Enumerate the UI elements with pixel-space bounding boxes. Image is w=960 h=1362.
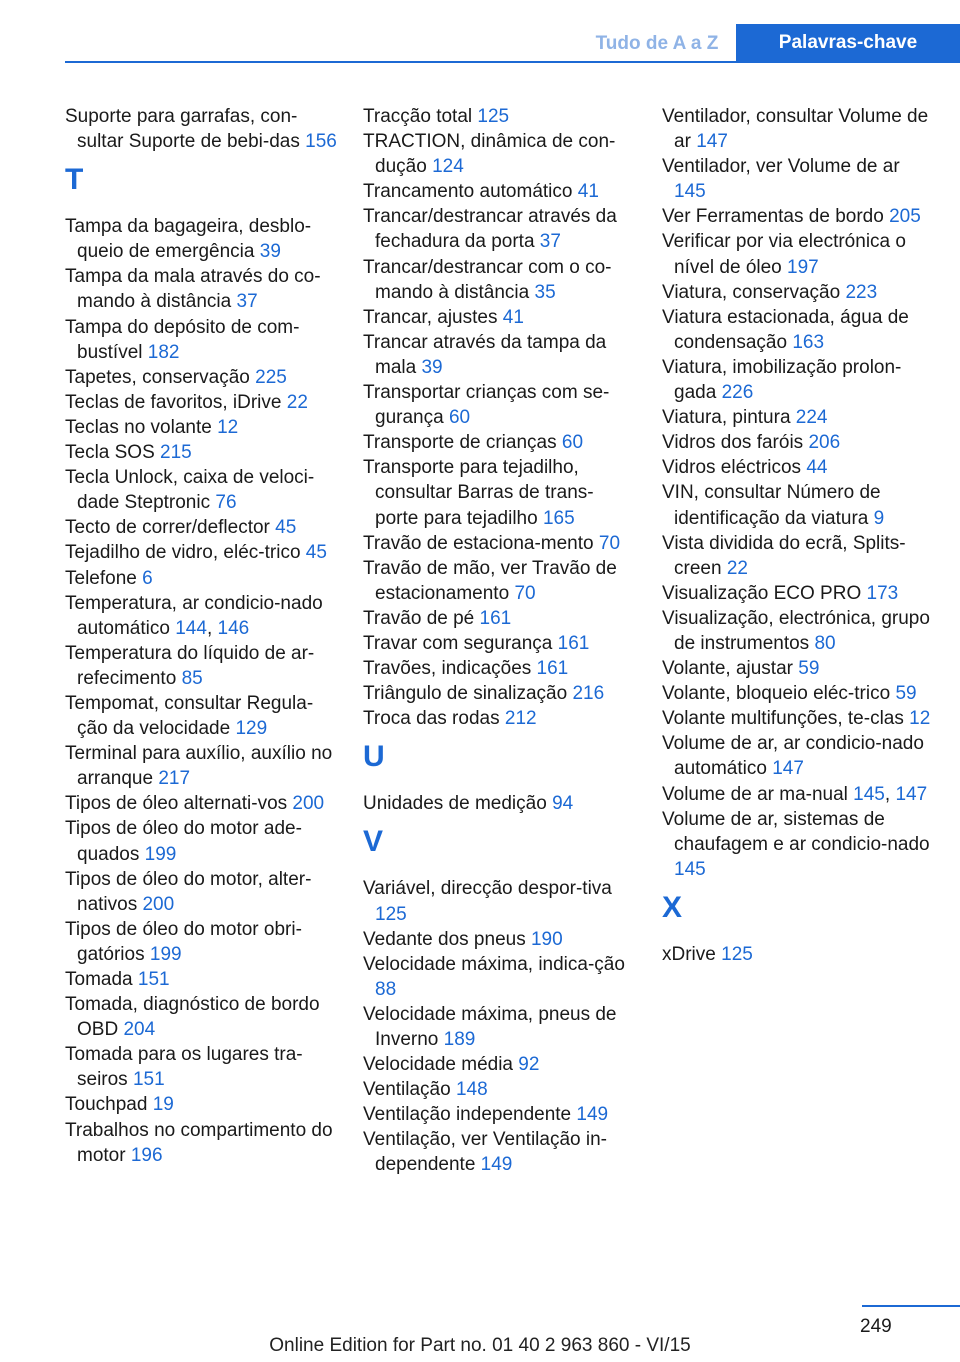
entry-term: Terminal para auxílio, auxílio no arranque [65, 743, 333, 790]
index-entry [363, 104, 635, 129]
entry-term: Volume de ar, ar condicio-nado automático [662, 733, 924, 780]
page-link[interactable]: 44 [806, 457, 828, 479]
entry-term: Unidades de medição [363, 793, 547, 815]
index-entry [65, 540, 337, 565]
page-link[interactable]: 205 [889, 206, 921, 228]
page-link[interactable]: 145 [674, 858, 706, 880]
page-link[interactable]: 190 [530, 928, 563, 950]
entry-term: VIN, consultar Número de identificação da viatura [662, 482, 881, 529]
index-entry [662, 681, 934, 706]
entry-term: Tomada [65, 969, 133, 990]
page-link[interactable]: 161 [557, 632, 590, 654]
entry-term: Trancar, ajustes [363, 306, 498, 328]
index-entry [363, 129, 635, 179]
entry-term: Tampa da bagageira, desblo-queio de emergência [65, 216, 312, 263]
page-link[interactable]: 199 [144, 843, 177, 865]
page-link[interactable]: 216 [572, 683, 605, 705]
entry-term: Ver Ferramentas de bordo [662, 206, 884, 228]
entry-term: Transporte de crianças [363, 432, 557, 454]
page-link[interactable]: 76 [215, 492, 237, 514]
entry-term: Tejadilho de vidro, eléc-trico [65, 542, 301, 564]
footer-divider [862, 1305, 960, 1307]
index-entry [363, 1002, 635, 1052]
entry-term: Visualização, electrónica, grupo de instrumentos [662, 607, 930, 654]
page-link[interactable]: 12 [909, 708, 931, 730]
page-link[interactable]: 125 [477, 106, 510, 127]
page-link[interactable]: 88 [375, 978, 397, 1000]
index-entry [65, 264, 337, 314]
page-link[interactable]: 200 [142, 893, 175, 915]
page-number: 249 [860, 1316, 892, 1337]
index-entry [65, 992, 337, 1042]
index-entry [363, 255, 635, 305]
page-link[interactable]: 145 [853, 783, 885, 805]
entry-term: Ventilador, ver Volume de ar [662, 156, 900, 178]
entry-term: Tampa do depósito de com-bustível [65, 316, 300, 363]
index-entry [662, 430, 934, 455]
page-link[interactable]: 147 [895, 783, 928, 805]
index-entry [662, 154, 934, 204]
section-letter: U [363, 740, 385, 774]
entry-term: Ventilação [363, 1079, 451, 1101]
entry-term: Volume de ar ma-nual [662, 783, 848, 805]
index-entry [662, 807, 934, 882]
entry-term: Travar com segurança [363, 632, 553, 654]
index-entry [65, 104, 337, 154]
entry-term: Vidros eléctricos [662, 457, 802, 479]
index-entry [363, 927, 635, 952]
index-entry [65, 440, 337, 465]
page-link[interactable]: 70 [514, 582, 536, 604]
entry-term: Travão de mão, ver Travão de estacionamento [363, 557, 617, 604]
index-entry [65, 515, 337, 540]
index-entry [65, 315, 337, 365]
index-entry [65, 691, 337, 741]
index-entry [662, 706, 934, 731]
entry-term: Ventilação independente [363, 1104, 572, 1126]
page-link[interactable]: 45 [275, 517, 297, 539]
index-entry [363, 1077, 635, 1102]
index-entry [363, 656, 635, 681]
entry-term: Tipos de óleo do motor obri-gatórios [65, 918, 302, 965]
page-link[interactable]: 39 [421, 356, 443, 378]
page-link[interactable]: 19 [152, 1094, 174, 1116]
entry-term: Travões, indicações [363, 658, 532, 680]
index-entry [363, 430, 635, 455]
page-link[interactable]: 60 [561, 432, 584, 454]
entry-term: Volante multifunções, te-clas [662, 708, 904, 730]
header-divider [65, 61, 960, 63]
index-entry [65, 465, 337, 515]
page-link[interactable]: 212 [504, 708, 537, 730]
index-entry [662, 355, 934, 405]
page-link[interactable]: 182 [147, 341, 180, 363]
page-link[interactable]: 22 [286, 391, 308, 413]
footer-text: Online Edition for Part no. 01 40 2 963 860 - VI/15 [269, 1335, 691, 1356]
page-link[interactable]: 80 [814, 632, 836, 654]
entry-term: Variável, direcção despor-tiva [363, 878, 612, 900]
index-entry [662, 405, 934, 430]
page-link[interactable]: 204 [123, 1019, 156, 1041]
page-link[interactable]: 41 [502, 306, 524, 328]
page-link[interactable]: 124 [432, 156, 464, 178]
page-link[interactable]: 217 [158, 768, 191, 790]
index-entry [363, 1102, 635, 1127]
entry-term: Velocidade máxima, indica-ção [363, 953, 625, 975]
entry-term: Vidros dos faróis [662, 432, 804, 454]
entry-term: Verificar por via electrónica o nível de óleo [662, 231, 906, 278]
index-entry [363, 380, 635, 430]
page-link[interactable]: 94 [552, 793, 574, 815]
index-entry [363, 952, 635, 1002]
index-entry [65, 816, 337, 866]
index-entry [65, 1092, 337, 1117]
page-link[interactable]: 39 [259, 241, 281, 263]
page-link[interactable]: 224 [795, 407, 828, 429]
index-entry [65, 791, 337, 816]
entry-term: Tracção total [363, 106, 473, 127]
entry-term: Transporte para tejadilho, consultar Barras de trans-porte para tejadilho [363, 457, 594, 529]
entry-term: Temperatura do líquido de ar-refecimento [65, 642, 315, 689]
page-link[interactable]: 225 [255, 366, 287, 388]
index-entry [363, 791, 635, 816]
page-link[interactable]: 200 [292, 793, 325, 815]
entry-term: Volante, bloqueio eléc-trico [662, 683, 891, 705]
page-link[interactable]: 6 [142, 567, 153, 589]
section-letter: T [65, 163, 84, 197]
page-link[interactable]: 151 [137, 969, 170, 990]
page-link[interactable]: 161 [479, 607, 512, 629]
page-link[interactable]: 149 [480, 1154, 513, 1176]
index-entry [662, 581, 934, 606]
entry-term: Travão de estaciona-mento [363, 532, 594, 554]
page-link[interactable]: 59 [895, 683, 917, 705]
entry-term: Viatura estacionada, água de condensação [662, 306, 909, 353]
index-entry [65, 566, 337, 591]
header-section-tab[interactable]: Tudo de A a Z [595, 33, 719, 54]
index-entry [662, 531, 934, 581]
page-link[interactable]: 173 [866, 582, 899, 604]
entry-term: Volante, ajustar [662, 658, 793, 680]
index-entry [363, 305, 635, 330]
index-column-2 [363, 104, 635, 1178]
entry-term: Ventilador, consultar Volume de ar [662, 106, 929, 153]
entry-term: Triângulo de sinalização [363, 683, 568, 705]
entry-term: Transportar crianças com se-gurança [363, 382, 610, 429]
entry-term: Velocidade máxima, pneus de Inverno [363, 1003, 617, 1050]
page-link[interactable]: 226 [721, 382, 754, 404]
index-entry: Temperatura, ar condicio-nado automático 144, 146 [65, 592, 323, 639]
index-entry [363, 531, 635, 556]
page-link[interactable]: 148 [455, 1079, 488, 1101]
page-link[interactable]: 215 [160, 442, 192, 464]
entry-term: Travão de pé [363, 607, 475, 629]
index-entry [662, 731, 934, 781]
entry-term: Trancar/destrancar através da fechadura da porta [363, 206, 617, 253]
index-entry [65, 415, 337, 440]
index-entry [363, 706, 635, 731]
page-link[interactable]: 146 [217, 617, 250, 639]
entry-term: Temperatura, ar condicio-nado automático [65, 592, 323, 639]
index-entry [662, 204, 934, 229]
entry-term: Tapetes, conservação [65, 366, 250, 388]
index-entry [662, 480, 934, 530]
index-entry [363, 1052, 635, 1077]
index-entry [662, 455, 934, 480]
page-link[interactable]: 125 [721, 943, 753, 965]
index-column-3 [662, 104, 934, 967]
entry-term: Teclas no volante [65, 416, 212, 438]
entry-term: Trancar através da tampa da mala [363, 331, 607, 378]
entry-term: Tomada para os lugares tra-seiros [65, 1044, 303, 1091]
entry-term: Viatura, pintura [662, 407, 791, 429]
entry-term: Viatura, conservação [662, 281, 841, 303]
entry-term: Vedante dos pneus [363, 928, 526, 950]
page-link[interactable]: 197 [787, 256, 819, 278]
entry-term: Tecto de correr/deflector [65, 517, 270, 539]
page-link[interactable]: 85 [181, 667, 203, 689]
entry-term: Suporte para garrafas, con-sultar Suporte de bebi-das [65, 106, 300, 153]
index-column-1 [65, 104, 337, 1168]
page-link[interactable]: 145 [674, 181, 706, 203]
page-link[interactable]: 151 [132, 1069, 165, 1091]
page-link[interactable]: 59 [798, 658, 820, 680]
page-link[interactable]: 70 [598, 532, 621, 554]
entry-term: Troca das rodas [363, 708, 500, 730]
page-link[interactable]: 92 [518, 1054, 540, 1076]
entry-term: xDrive [662, 943, 716, 965]
entry-term: Tampa da mala através do co-mando à distância [65, 266, 321, 313]
index-entry [65, 1042, 337, 1092]
index-entry: Volume de ar ma-nual 145, 147 [662, 783, 928, 805]
entry-term: Volume de ar, sistemas de chaufagem e ar condicio-nado [662, 808, 930, 855]
page-link[interactable]: 161 [536, 658, 569, 680]
entry-term: Tecla SOS [65, 442, 155, 464]
entry-term: Ventilação, ver Ventilação in-dependente [363, 1129, 607, 1176]
entry-term: TRACTION, dinâmica de con-dução [363, 131, 616, 178]
index-entry [65, 390, 337, 415]
index-entry [662, 104, 934, 154]
page-link[interactable]: 163 [792, 331, 825, 353]
page-link[interactable]: 37 [539, 231, 561, 253]
entry-term: Touchpad [65, 1094, 148, 1116]
page-link[interactable]: 45 [305, 542, 327, 564]
entry-term: Velocidade média [363, 1054, 513, 1076]
index-entry [363, 876, 635, 926]
index-entry [662, 656, 934, 681]
page-link[interactable]: 37 [236, 291, 258, 313]
page-link[interactable]: 149 [576, 1104, 609, 1126]
page-link[interactable]: 196 [130, 1144, 163, 1166]
index-entry [363, 455, 635, 530]
page-link[interactable]: 147 [772, 758, 804, 780]
page-link[interactable]: 199 [149, 943, 182, 965]
entry-term: Trabalhos no compartimento do motor [65, 1119, 333, 1166]
entry-term: Tipos de óleo do motor, alter-nativos [65, 868, 312, 915]
page-link[interactable]: 9 [873, 507, 885, 529]
entry-term: Visualização ECO PRO [662, 582, 862, 604]
page-link[interactable]: 12 [217, 416, 239, 438]
page-link[interactable]: 129 [235, 718, 268, 740]
entry-term: Trancar/destrancar com o co-mando à distância [363, 256, 612, 303]
entry-term: Trancamento automático [363, 181, 573, 203]
entry-term: Telefone [65, 567, 137, 589]
index-entry [65, 1118, 337, 1168]
page-link[interactable]: 206 [808, 432, 841, 454]
page-link[interactable]: 165 [542, 507, 575, 529]
index-entry [363, 606, 635, 631]
entry-term: Tomada, diagnóstico de bordo OBD [65, 994, 320, 1041]
index-entry [363, 179, 635, 204]
index-entry [662, 229, 934, 279]
index-entry [65, 967, 337, 992]
page-link[interactable]: 60 [448, 407, 471, 429]
index-entry [363, 631, 635, 656]
page-link[interactable]: 22 [726, 557, 748, 579]
index-entry [662, 606, 934, 656]
entry-term: Tempomat, consultar Regula-ção da velocidade [65, 692, 314, 740]
index-entry [662, 942, 934, 967]
entry-term: Vista dividida do ecrã, Splits-creen [662, 532, 906, 579]
page-link[interactable]: 125 [375, 903, 407, 925]
section-letter: X [662, 890, 683, 924]
page-link[interactable]: 223 [845, 281, 878, 303]
index-entry [363, 330, 635, 380]
index-entry [65, 365, 337, 390]
index-entry [363, 681, 635, 706]
index-entry [363, 204, 635, 254]
page-link[interactable]: 156 [305, 131, 337, 153]
index-entry [363, 1127, 635, 1177]
entry-term: Tipos de óleo alternati-vos [65, 793, 288, 815]
index-entry [65, 214, 337, 264]
index-entry [662, 305, 934, 355]
page-link[interactable]: 144 [175, 617, 207, 639]
entry-term: Teclas de favoritos, iDrive [65, 391, 282, 413]
index-entry [65, 867, 337, 917]
index-entry [65, 741, 337, 791]
entry-term: Viatura, imobilização prolon-gada [662, 356, 902, 404]
index-entry [363, 556, 635, 606]
header-active-tab[interactable]: Palavras-chave [736, 24, 960, 62]
entry-term: Tecla Unlock, caixa de veloci-dade Steptronic [65, 467, 315, 514]
page-link[interactable]: 189 [443, 1029, 476, 1050]
page-link[interactable]: 147 [696, 131, 728, 153]
index-entry [65, 641, 337, 691]
index-entry [65, 917, 337, 967]
section-letter: V [363, 825, 384, 859]
page-link[interactable]: 35 [534, 281, 556, 303]
page-link[interactable]: 41 [577, 181, 599, 203]
index-entry [662, 280, 934, 305]
entry-term: Tipos de óleo do motor ade-quados [65, 818, 302, 865]
